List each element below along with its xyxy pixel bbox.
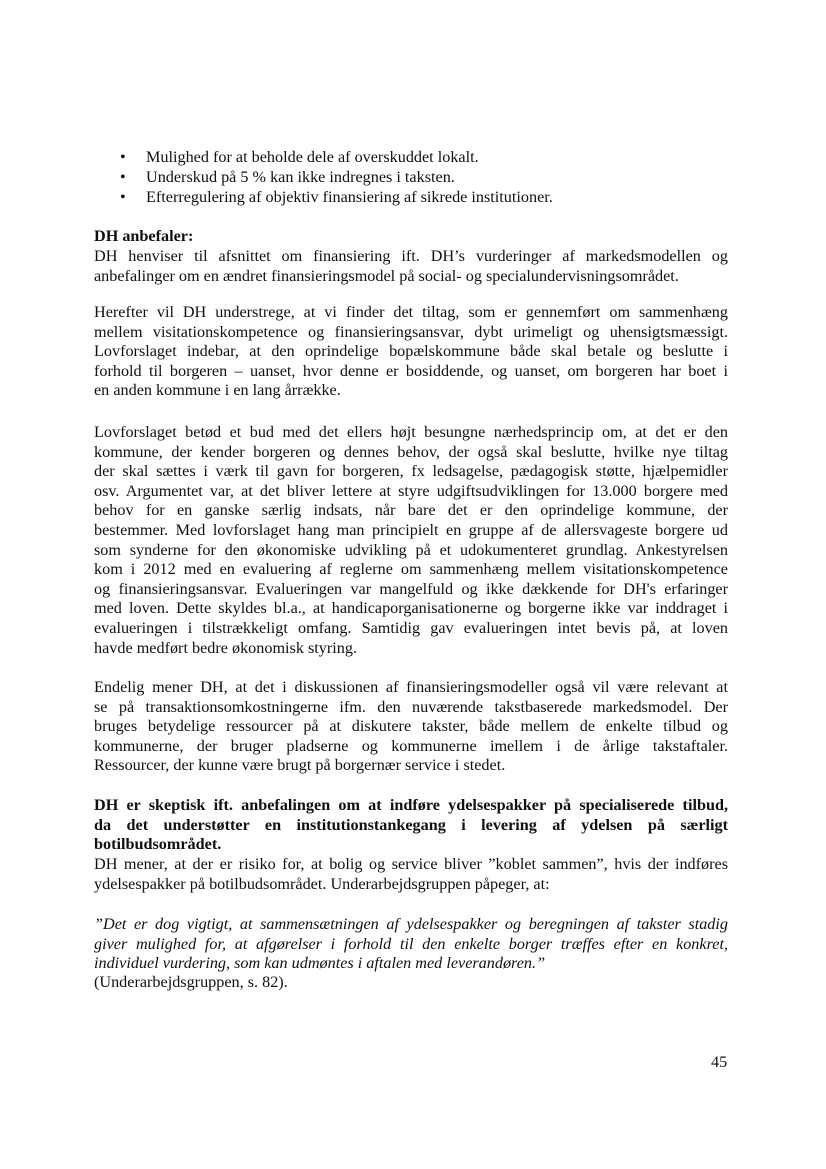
bullet-icon: • (120, 188, 126, 206)
text-line: botilbudsområdet. (94, 835, 222, 854)
text-line: behov for en ganske særlig indsats, når bare det er den oprindelige kommune, der (94, 501, 728, 520)
bold-statement (94, 796, 728, 855)
text-line: der skal sættes i værk til gavn for borgeren, fx ledsagelse, pædagogisk støtte, hjælpemidler (94, 462, 728, 481)
text-line: som synderne for den økonomiske udvikling på et udokumenteret grundlag. Ankestyrelsen (94, 540, 728, 559)
text-line: anbefalinger om en ændret finansieringsmodel på social- og specialundervisningsområdet. (94, 266, 679, 285)
text-line: kom i 2012 med en evaluering af reglerne om sammenhæng mellem visitationskompetence (94, 560, 728, 579)
paragraph-1 (94, 247, 728, 286)
bullet-item (120, 167, 553, 187)
page-number: 45 (711, 1053, 728, 1071)
text-line: Herefter vil DH understrege, at vi finder det tiltag, som er gennemført om sammenhæng (94, 303, 728, 321)
text-line: en anden kommune i en lang årrække. (94, 381, 341, 400)
text-line: individuel vurdering, som kan udmøntes i aftalen med leverandøren.” (94, 954, 546, 973)
text-line: Lovforslaget indebar, at den oprindelige bopælskommune både skal betale og beslutte i (94, 342, 728, 361)
text-line: se på transaktionsomkostningerne ifm. den nuværende takstbaserede markedsmodel. Der (94, 697, 728, 716)
text-line: bruges betydelige ressourcer på at diskutere takster, både mellem de enkelte tilbud og (94, 717, 728, 736)
bullet-list (120, 147, 553, 207)
bullet-item (120, 187, 553, 207)
bullet-item (120, 147, 553, 167)
bullet-icon: • (120, 168, 126, 186)
text-line: osv. Argumentet var, at det bliver lettere at styre udgiftsudviklingen for 13.000 borgere med (94, 481, 728, 500)
text-line: ”Det er dog vigtigt, at sammensætningen af ydelsespakker og beregningen af takster stadig (94, 915, 728, 933)
text-line: mellem visitationskompetence og finansieringsansvar, dybt urimeligt og uhensigtsmæssigt. (94, 322, 728, 341)
bullet-icon: • (120, 148, 126, 166)
citation: (Underarbejdsgruppen, s. 82). (94, 973, 288, 991)
section-heading: DH anbefaler: (94, 227, 194, 245)
text-line: havde medført bedre økonomisk styring. (94, 638, 357, 657)
text-line: bestemmer. Med lovforslaget hang man principielt en gruppe af de allersvageste borgere ud (94, 520, 728, 539)
bullet-text: Underskud på 5 % kan ikke indregnes i taksten. (146, 168, 455, 186)
text-line: DH er skeptisk ift. anbefalingen om at indføre ydelsespakker på specialiserede tilbud, (94, 796, 728, 814)
text-line: kommune, der kender borgeren og dennes behov, der også skal beslutte, hvilke nye tiltag (94, 442, 728, 461)
bullet-text: Mulighed for at beholde dele af overskuddet lokalt. (146, 148, 479, 166)
text-line: DH mener, at der er risiko for, at bolig og service bliver ”koblet sammen”, hvis der indføres (94, 855, 728, 873)
bullet-text: Efterregulering af objektiv finansiering af sikrede institutioner. (146, 188, 553, 206)
text-line: kommunerne, der bruger pladserne og kommunerne imellem i de årlige takstaftaler. (94, 736, 728, 755)
paragraph-4 (94, 678, 728, 776)
text-line: DH henviser til afsnittet om finansiering ift. DH’s vurderinger af markedsmodellen og (94, 247, 728, 265)
text-line: da det understøtter en institutionstankegang i levering af ydelsen på særligt (94, 815, 728, 834)
text-line: evalueringen i tilstrækkeligt omfang. Samtidig gav evalueringen intet bevis på, at loven (94, 618, 728, 637)
text-line: forhold til borgeren – uanset, hvor denne er bosiddende, og uanset, om borgeren har boet i (94, 361, 728, 380)
text-line: Ressourcer, der kunne være brugt på borgernær service i stedet. (94, 756, 506, 775)
text-line: ydelsespakker på botilbudsområdet. Underarbejdsgruppen påpeger, at: (94, 874, 550, 893)
text-line: og finansieringsansvar. Evalueringen var mangelfuld og ikke dækkende for DH's erfaringer (94, 579, 728, 598)
quote (94, 915, 728, 974)
text-line: Endelig mener DH, at det i diskussionen af finansieringsmodeller også vil være relevant at (94, 678, 728, 696)
paragraph-3 (94, 423, 728, 658)
text-line: med loven. Dette skyldes bl.a., at handicaporganisationerne og borgerne ikke var inddraget i (94, 599, 728, 618)
text-line: giver mulighed for, at afgørelser i forhold til den enkelte borger træffes efter en konkret, (94, 934, 728, 953)
paragraph-2 (94, 303, 728, 401)
paragraph-5 (94, 855, 728, 894)
text-line: Lovforslaget betød et bud med det ellers højt besungne nærhedsprincip om, at det er den (94, 423, 728, 441)
